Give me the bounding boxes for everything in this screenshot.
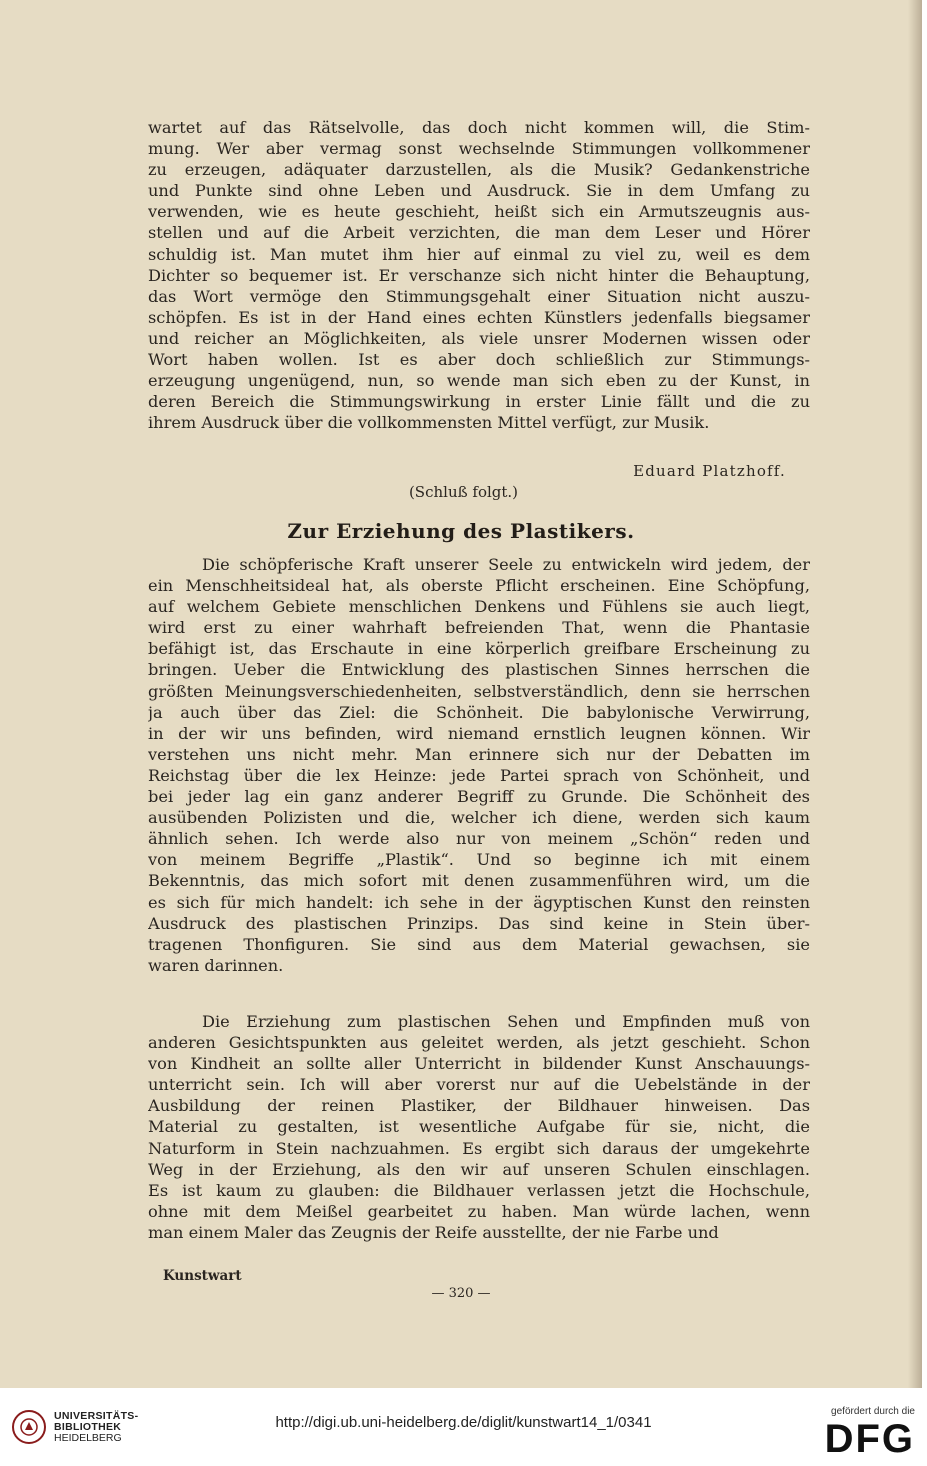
text-line: anderen Gesichtspunkten aus geleitet werden, als jetzt geschieht. Schon (148, 1033, 810, 1053)
text-line: zu erzeugen, adäquater darzustellen, als die Musik? Gedankenstriche (148, 160, 810, 180)
journal-name: Kunstwart (163, 1268, 242, 1284)
text-line: Ausdruck des plastischen Prinzips. Das sind keine in Stein über- (148, 913, 810, 933)
library-line-3: HEIDELBERG (54, 1431, 122, 1444)
text-line: ähnlich sehen. Ich werde also nur von meinem „Schön“ reden und (148, 829, 810, 849)
text-line: Ausbildung der reinen Plastiker, der Bildhauer hinweisen. Das (148, 1096, 810, 1116)
text-line: verstehen uns nicht mehr. Man erinnere sich nur der Debatten im (148, 744, 810, 764)
article1-text (148, 117, 810, 433)
text-line: ja auch über das Ziel: die Schönheit. Die babylonische Verwirrung, (148, 702, 810, 722)
text-line: erzeugung ungenügend, nun, so wende man sich eben zu der Kunst, in (148, 371, 810, 391)
text-line: von meinem Begriffe „Plastik“. Und so beginne ich mit einem (148, 850, 810, 870)
text-line: größten Meinungsverschiedenheiten, selbstverständlich, denn sie herrschen (148, 681, 810, 701)
text-line: Bekenntnis, das mich sofort mit denen zusammenführen wird, um die (148, 871, 810, 891)
text-line: Es ist kaum zu glauben: die Bildhauer verlassen jetzt die Hochschule, (148, 1180, 810, 1200)
text-line: waren darinnen. (148, 955, 284, 975)
text-line: Dichter so bequemer ist. Er verschanze sich nicht hinter die Behauptung, (148, 265, 810, 285)
text-line: in der wir uns befinden, wird niemand ernstlich leugnen können. Wir (148, 723, 810, 743)
text-line: tragenen Thonfiguren. Sie sind aus dem Material gewachsen, sie (148, 934, 810, 954)
text-line: schöpfen. Es ist in der Hand eines echten Künstlers jedenfalls biegsamer (148, 307, 810, 327)
text-line: Reichstag über die lex Heinze: jede Partei sprach von Schönheit, und (148, 765, 810, 785)
document-url[interactable]: http://digi.ub.uni-heidelberg.de/diglit/kunstwart14_1/0341 (275, 1414, 652, 1431)
page-number: — 320 — (431, 1286, 491, 1301)
text-line: das Wort vermöge den Stimmungsgehalt einer Situation nicht auszu- (148, 286, 810, 306)
article2-paragraph-2 (148, 1011, 810, 1243)
text-line: bringen. Ueber die Entwicklung des plastischen Sinnes herrschen die (148, 660, 810, 680)
text-line: bei jeder lag ein ganz anderer Begriff zu Grunde. Die Schönheit des (148, 787, 810, 807)
text-line: ausübenden Polizisten und die, welcher ich diene, werden sich kaum (148, 808, 810, 828)
text-line: stellen und auf die Arbeit verzichten, die man dem Leser und Hörer (148, 223, 810, 243)
library-line-1: UNIVERSITÄTS- (54, 1409, 139, 1422)
text-line: Wort haben wollen. Ist es aber doch schließlich zur Stimmungs- (148, 350, 810, 370)
text-line: Die Erziehung zum plastischen Sehen und Empfinden muß von (202, 1012, 810, 1031)
article2-paragraph-1 (148, 554, 810, 976)
text-line: man einem Maler das Zeugnis der Reife ausstellte, der nie Farbe und (148, 1222, 719, 1242)
text-line: unterricht sein. Ich will aber vorerst nur auf die Uebelstände in der (148, 1075, 810, 1095)
text-line: mung. Wer aber vermag sonst wechselnde Stimmungen vollkommener (148, 139, 810, 159)
continuation-note: (Schluß folgt.) (408, 483, 519, 501)
text-line: es sich für mich handelt: ich sehe in der ägyptischen Kunst den reinsten (148, 892, 810, 912)
text-line: schuldig ist. Man mutet ihm hier auf einmal zu viel zu, weil es dem (148, 244, 810, 264)
funding-label: gefördert durch die (831, 1406, 915, 1417)
dfg-wordmark: DFG (824, 1417, 915, 1461)
text-line: wartet auf das Rätselvolle, das doch nicht kommen will, die Stim- (148, 118, 810, 137)
text-line: von Kindheit an sollte aller Unterricht in bildender Kunst Anschauungs- (148, 1054, 810, 1074)
funder-logo[interactable] (825, 1406, 915, 1459)
text-line: verwenden, wie es heute geschieht, heißt sich ein Armutszeugnis aus- (148, 202, 810, 222)
text-line: Weg in der Erziehung, als den wir auf unseren Schulen einschlagen. (148, 1159, 810, 1179)
text-line: wird erst zu einer wahrhaft befreienden That, wenn die Phantasie (148, 618, 810, 638)
library-line-2: BIBLIOTHEK (54, 1420, 122, 1433)
text-line: auf welchem Gebiete menschlichen Denkens und Fühlens sie auch liegt, (148, 597, 810, 617)
text-line: befähigt ist, das Erschaute in eine körperlich greifbare Erscheinung zu (148, 639, 810, 659)
text-line: Naturform in Stein nachzuahmen. Es ergibt sich daraus der umgekehrte (148, 1138, 810, 1158)
text-line: ein Menschheitsideal hat, als oberste Pflicht erscheinen. Eine Schöpfung, (148, 576, 810, 596)
text-line: ohne mit dem Meißel gearbeitet zu haben. Man würde lachen, wenn (148, 1201, 810, 1221)
text-line: ihrem Ausdruck über die vollkommensten Mittel verfügt, zur Musik. (148, 413, 710, 433)
text-line: Material zu gestalten, ist wesentliche Aufgabe für sie, nicht, die (148, 1117, 810, 1137)
article-heading: Zur Erziehung des Plastikers. (287, 519, 635, 543)
text-line: und Punkte sind ohne Leben und Ausdruck. Sie in dem Umfang zu (148, 181, 810, 201)
text-line: und reicher an Möglichkeiten, als viele unsrer Modernen wissen oder (148, 328, 810, 348)
text-line: Die schöpferische Kraft unserer Seele zu entwickeln wird jedem, der (202, 555, 810, 574)
author-signature: Eduard Platzhoff. (633, 462, 786, 480)
text-line: deren Bereich die Stimmungswirkung in erster Linie fällt und die zu (148, 392, 810, 412)
